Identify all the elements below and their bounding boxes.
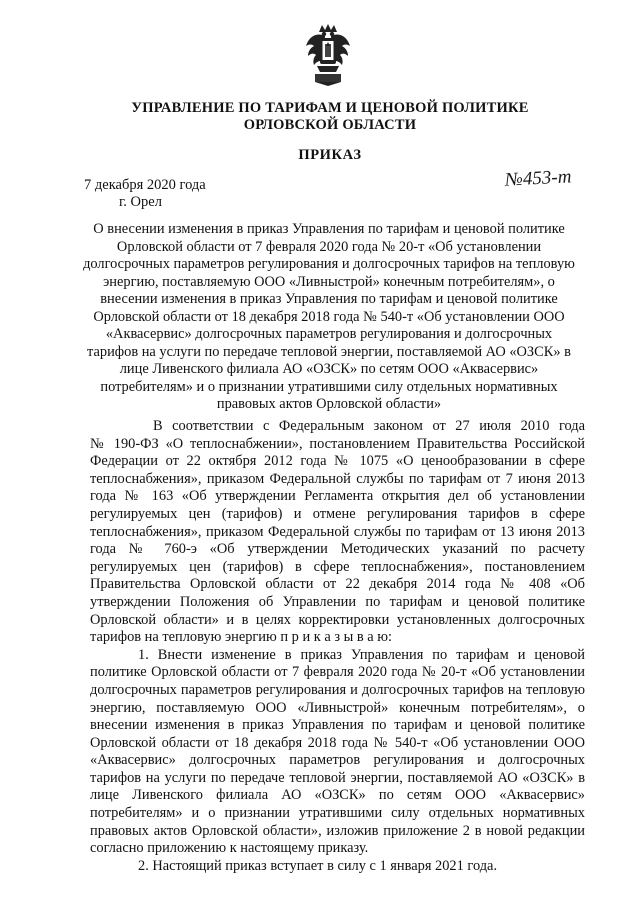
- order-date: 7 декабря 2020 года: [84, 177, 206, 193]
- subject-line: «Аквасервис» долгосрочных параметров регулирования и долгосрочных: [105, 326, 553, 342]
- subject-line: внесении изменения в приказ Управления по тарифам и ценовой политике: [100, 291, 558, 307]
- preamble-line: Орловской области» и в целях корректировки установленных долгосрочных: [90, 611, 585, 628]
- subject-line: О внесении изменения в приказ Управления по тарифам и ценовой политике: [93, 221, 565, 237]
- preamble-line: № 190-ФЗ «О теплоснабжении», постановлением Правительства Российской: [90, 435, 585, 452]
- order-subject: [74, 221, 584, 414]
- preamble-line: года № 760-э «Об утверждении Методических указаний по расчету: [90, 541, 585, 558]
- authority-line: УПРАВЛЕНИЕ ПО ТАРИФАМ И ЦЕНОВОЙ ПОЛИТИКЕ: [131, 100, 529, 116]
- item-1-line: политике Орловской области от 7 февраля 2020 года № 20-т «Об установлении: [90, 664, 585, 681]
- preamble-paragraph: [90, 418, 585, 647]
- order-body: [90, 418, 585, 875]
- item-1-line: «Аквасервис» долгосрочных параметров регулирования и долгосрочных: [90, 752, 585, 769]
- preamble-line: теплоснабжения», приказом Федеральной службы по тарифам от 7 июня 2013: [90, 470, 585, 487]
- order-number-handwritten: №453-т: [504, 166, 572, 191]
- subject-line: энергию, поставляемую ООО «Ливныстрой» конечным потребителям», о: [103, 273, 555, 290]
- item-1-line: долгосрочных параметров регулирования и долгосрочных тарифов на тепловую: [90, 681, 585, 698]
- preamble-line: В соответствии с Федеральным законом от 27 июля 2010 года: [153, 418, 585, 434]
- item-2-paragraph: 2. Настоящий приказ вступает в силу с 1 января 2021 года.: [138, 857, 498, 874]
- preamble-line: года № 163 «Об утверждении Регламента открытия дел об установлении: [90, 488, 585, 505]
- subject-line: тарифов на услуги по передаче тепловой энергии, поставляемой АО «ОЗСК» в: [87, 343, 571, 360]
- item-1-line: внесении изменения в приказ Управления по тарифам и ценовой политике: [90, 717, 585, 734]
- subject-line: Орловской области от 7 февраля 2020 года № 20-т «Об установлении: [116, 238, 542, 255]
- preamble-line: регулируемых цен (тарифов) в сфере теплоснабжения», постановлением: [90, 558, 585, 575]
- order-city: г. Орел: [119, 194, 162, 210]
- preamble-line: утверждении Положения об Управлении по тарифам и ценовой политике: [90, 593, 585, 610]
- coat-of-arms-icon: [303, 22, 353, 88]
- item-1-line: лице Ливенского филиала АО «ОЗСК» по сетям ООО «Аквасервис»: [90, 787, 585, 804]
- subject-line: правовых актов Орловской области»: [216, 396, 442, 412]
- preamble-line: Федерации от 22 октября 2012 года № 1075 «О ценообразовании в сфере: [90, 453, 585, 470]
- item-1-paragraph: [90, 647, 585, 858]
- item-1-line: потребителям» и о признании утратившими силу отдельных нормативных: [90, 805, 585, 822]
- subject-line: лице Ливенского филиала АО «ОЗСК» по сетям ООО «Аквасервис»: [119, 361, 539, 377]
- item-1-line: Орловской области от 18 декабря 2018 года № 540-т «Об установлении ООО: [90, 734, 585, 751]
- item-1-line: тарифов на услуги по передаче тепловой энергии, поставляемой АО «ОЗСК» в: [90, 769, 585, 786]
- subject-line: долгосрочных параметров регулирования и долгосрочных тарифов на тепловую: [83, 256, 575, 272]
- item-1-line: согласно приложению к настоящему приказу.: [90, 840, 369, 857]
- item-1-line: 1. Внести изменение в приказ Управления по тарифам и ценовой: [138, 646, 585, 663]
- item-1-line: энергию, поставляемую ООО «Ливныстрой» конечным потребителям», о: [90, 699, 585, 716]
- authority-name: [90, 100, 570, 134]
- preamble-line: регулируемых цен (тарифов) и отмене регулирования тарифов в сфере: [90, 505, 585, 522]
- item-1-line: правовых актов Орловской области», изложив приложение 2 в новой редакции: [90, 822, 585, 839]
- subject-line: потребителям» и о признании утратившими силу отдельных нормативных: [100, 378, 558, 395]
- preamble-line: Правительства Орловской области от 22 декабря 2014 года № 408 «Об: [90, 576, 585, 593]
- document-type: ПРИКАЗ: [298, 147, 362, 163]
- subject-line: Орловской области от 18 декабря 2018 года № 540-т «Об установлении ООО: [93, 308, 565, 325]
- authority-line: ОРЛОВСКОЙ ОБЛАСТИ: [243, 117, 417, 133]
- preamble-line: тарифов на тепловую энергию п р и к а з ы в а ю:: [90, 629, 392, 646]
- preamble-line: теплоснабжения», приказом Федеральной службы по тарифам от 13 июня 2013: [90, 523, 585, 540]
